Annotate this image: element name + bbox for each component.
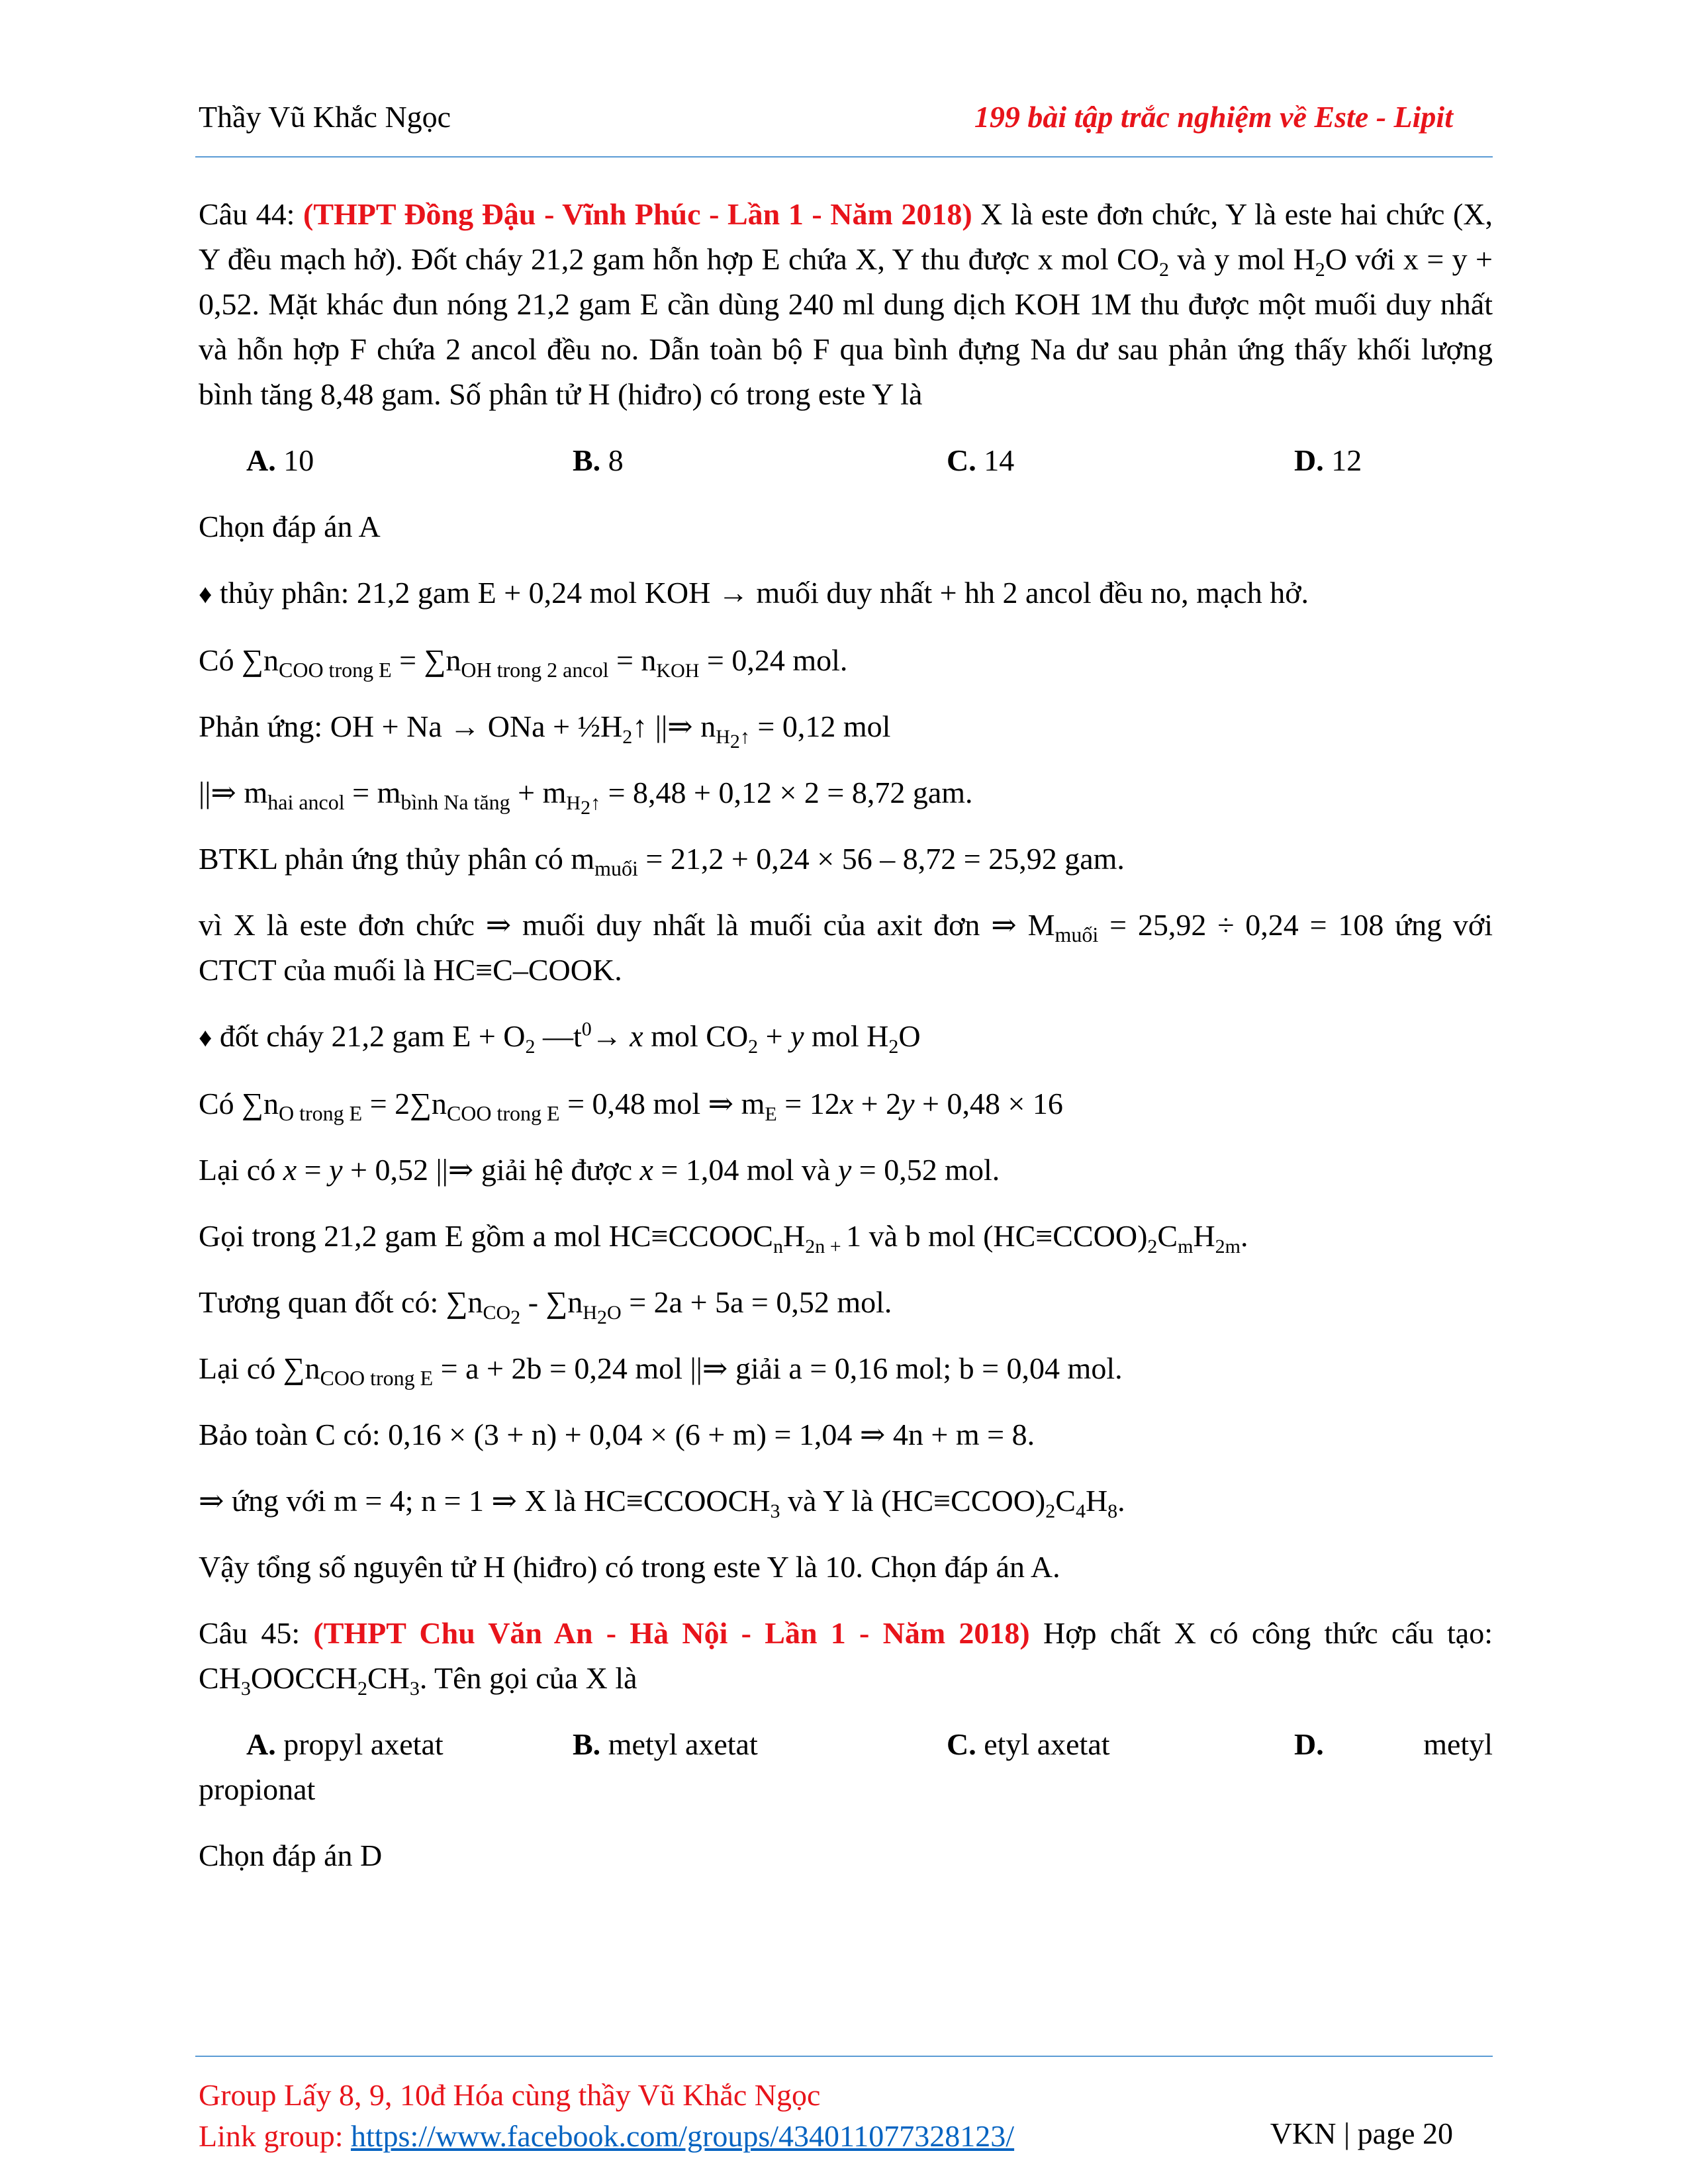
question-44: Câu 44: (THPT Đồng Đậu - Vĩnh Phúc - Lần 1 - Năm 2018) X là este đơn chức, Y là este hai chức (X, Y đều mạch hở). Đốt cháy 21,2 gam hỗn hợp E chứa X, Y thu được x mol $CO_2$ và y mol $H_2O$ với x = y + 0,52. Mặt khác đun nóng 21,2 gam E cần dùng 240 ml dung dịch KOH 1M thu được một muối duy nhất và hỗn hợp F chứa 2 ancol đều no. Dẫn toàn bộ F qua bình đựng Na dư sau phản ứng thấy khối lượng bình tăng 8,48 gam. Số phân tử H (hiđro) có trong este Y là xyxy=(199,197,1493,411)
option-d[interactable]: D. metyl xyxy=(1294,1727,1493,1761)
solution-line: Vậy tổng số nguyên tử H (hiđro) có trong este Y là 10. Chọn đáp án A. xyxy=(199,1550,1060,1584)
solution-line: Tương quan đốt có: $\sum n_{CO_2} - \sum n_{H_2O} = 2a + 5a = 0,52$ mol. xyxy=(199,1285,892,1329)
page-number: VKN | page 20 xyxy=(1270,2116,1453,2150)
option-d[interactable]: D. 12 xyxy=(1294,443,1362,477)
solution-line: ♦ thủy phân: 21,2 gam E + 0,24 mol KOH → muối duy nhất + hh 2 ancol đều no, mạch hở. xyxy=(199,576,1309,610)
group-link[interactable]: https://www.facebook.com/groups/434011077328123/ xyxy=(350,2119,1015,2153)
solution-line: ||⇒ $m_{hai ancol} = m_{bình Na tăng} + m_{H_2↑} = 8,48 + 0,12 \times 2 = 8,72$ gam. xyxy=(199,776,973,819)
solution-line: Gọi trong 21,2 gam E gồm a mol $HC\equiv CCOOC_nH_{2n +}$ 1 và b mol $(HC\equiv CCOO)_2C_mH_{2m}$. xyxy=(199,1219,1248,1258)
solution-line: Có $\sum n_{O trong E} = 2\sum n_{COO trong E} = 0,48$ mol ⇒ $m_E = 12x + 2y + 0,48 \times 16$ xyxy=(199,1087,1063,1126)
question-45-options xyxy=(199,1722,1493,1767)
option-b[interactable]: B. metyl axetat xyxy=(573,1727,758,1761)
question-44-label: Câu 44: xyxy=(199,197,295,231)
question-45-source: (THPT Chu Văn An - Hà Nội - Lần 1 - Năm 2018) xyxy=(313,1616,1030,1650)
solution-line: Phản ứng: OH + Na → ONa + $\frac{1}{2}H_2↑$ ||⇒ $n_{H_2↑} = 0,12$ mol xyxy=(199,709,891,753)
solution-line: Lại có $\sum n_{COO trong E} = a + 2b = 0,24$ mol ||⇒ giải a = 0,16 mol; b = 0,04 mol. xyxy=(199,1351,1123,1390)
option-d-wrap: propionat xyxy=(199,1772,316,1806)
option-a[interactable]: A. 10 xyxy=(246,443,314,477)
question-45-label: Câu 45: xyxy=(199,1616,301,1650)
solution-line: Lại có x = y + 0,52 ||⇒ giải hệ được x = 1,04 mol và y = 0,52 mol. xyxy=(199,1153,1000,1187)
option-c[interactable]: C. 14 xyxy=(947,443,1015,477)
question-45-answer: Chọn đáp án D xyxy=(199,1839,383,1872)
solution-line: BTKL phản ứng thủy phân có $m_{muối} = 21,2 + 0,24 \times 56 - 8,72 = 25,92$ gam. xyxy=(199,842,1125,881)
footer-link-label: Link group: xyxy=(199,2119,351,2153)
footer-rule xyxy=(195,2056,1493,2057)
question-45: Câu 45: (THPT Chu Văn An - Hà Nội - Lần 1 - Năm 2018) Hợp chất X có công thức cấu tạo: $CH_3OOCCH_2CH_3$. Tên gọi của X là xyxy=(199,1616,1493,1700)
header-rule xyxy=(195,156,1493,158)
header-author: Thầy Vũ Khắc Ngọc xyxy=(199,100,451,134)
option-a[interactable]: A. propyl axetat xyxy=(246,1727,444,1761)
question-44-options xyxy=(199,438,1493,483)
option-c[interactable]: C. etyl axetat xyxy=(947,1727,1110,1761)
footer-group: Group Lấy 8, 9, 10đ Hóa cùng thầy Vũ Khắc Ngọc xyxy=(199,2078,821,2112)
document-body xyxy=(199,192,1493,1899)
option-b[interactable]: B. 8 xyxy=(573,443,624,477)
solution-line: Có $\sum n_{COO trong E} = \sum n_{OH trong 2 ancol} = n_{KOH} = 0,24$ mol. xyxy=(199,643,848,682)
solution-line: vì X là este đơn chức ⇒ muối duy nhất là muối của axit đơn ⇒ $M_{muối} = 25,92 \div 0,24 = 108$ ứng với CTCT của muối là HC≡C–COOK. xyxy=(199,908,1493,987)
header-title: 199 bài tập trắc nghiệm về Este - Lipit xyxy=(974,100,1453,134)
solution-line: ♦ đốt cháy 21,2 gam $E + O_2$ $—t^0\to x$ mol $CO_2 + y$ mol $H_2O$ xyxy=(199,1018,921,1058)
solution-line: Bảo toàn C có: 0,16 × (3 + n) + 0,04 × (6 + m) = 1,04 ⇒ 4n + m = 8. xyxy=(199,1418,1035,1451)
question-44-source: (THPT Đồng Đậu - Vĩnh Phúc - Lần 1 - Năm 2018) xyxy=(303,197,972,231)
question-44-answer: Chọn đáp án A xyxy=(199,510,381,543)
solution-line: ⇒ ứng với m = 4; n = 1 ⇒ X là $HC\equiv CCOOCH_3$ và Y là $(HC\equiv CCOO)_2C_4H_8$. xyxy=(199,1484,1125,1523)
